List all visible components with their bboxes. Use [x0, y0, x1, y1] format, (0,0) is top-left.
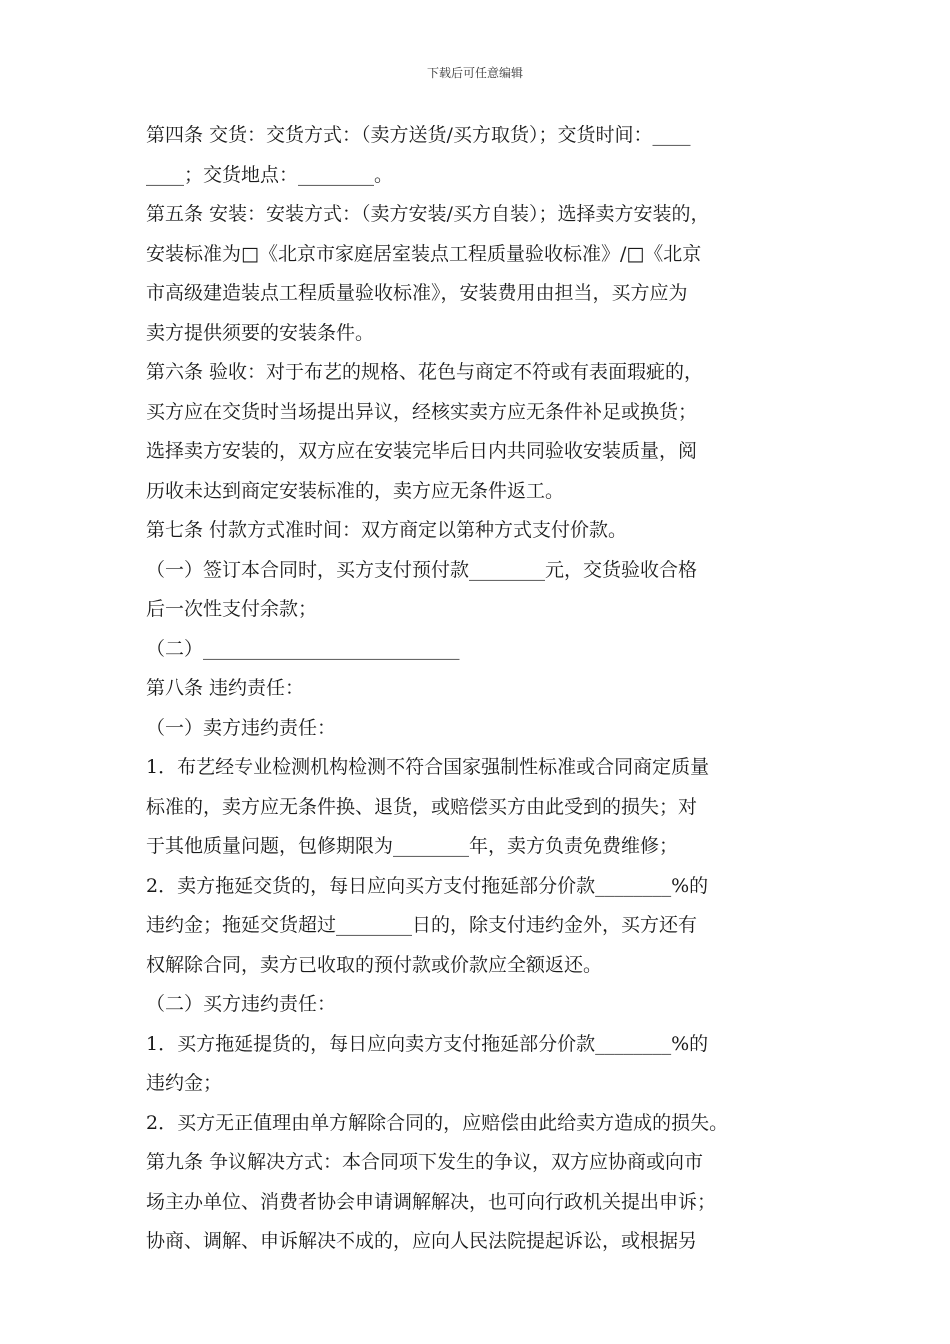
text-line: 卖方提供须要的安装条件。 [146, 321, 375, 344]
text-line: 第七条 付款方式准时间：双方商定以第种方式支付价款。 [146, 519, 628, 541]
text-line: 后一次性支付余款； [146, 598, 318, 620]
text-line: 第九条 争议解决方式：本合同项下发生的争议，双方应协商或向市 [146, 1151, 704, 1173]
text-line: 2．卖方拖延交货的，每日应向买方支付拖延部分价款________%的 [146, 874, 709, 897]
text-line: 历收未达到商定安装标准的，卖方应无条件返工。 [146, 479, 565, 502]
text-line: 第五条 安装：安装方式：（卖方安装/买方自装）；选择卖方安装的， [146, 203, 710, 225]
text-line: 第六条 验收：对于布艺的规格、花色与商定不符或有表面瑕疵的， [146, 361, 704, 383]
text-line: 2．买方无正值理由单方解除合同的，应赔偿由此给卖方造成的损失。 [146, 1111, 729, 1134]
text-line: 安装标准为□《北京市家庭居室装点工程质量验收标准》/□《北京 [146, 242, 702, 265]
page-header: 下载后可任意编辑 [426, 66, 523, 80]
text-line: 违约金； [146, 1072, 223, 1094]
text-line: ____；交货地点：________。 [146, 163, 394, 186]
text-line: 1．买方拖延提货的，每日应向卖方支付拖延部分价款________%的 [146, 1032, 709, 1055]
text-line: （二）___________________________ [146, 637, 460, 660]
text-line: 场主办单位、消费者协会申请调解解决，也可向行政机关提出申诉； [146, 1190, 717, 1213]
text-line: （二）买方违约责任： [146, 993, 337, 1015]
text-line: 市高级建造装点工程质量验收标准》，安装费用由担当，买方应为 [146, 282, 688, 304]
text-line: 第八条 违约责任： [146, 677, 305, 699]
text-line: 买方应在交货时当场提出异议，经核实卖方应无条件补足或换货； [146, 400, 698, 423]
text-line: （一）签订本合同时，买方支付预付款________元，交货验收合格 [146, 558, 698, 581]
text-line: （一）卖方违约责任： [146, 716, 337, 739]
text-line: 违约金；拖延交货超过________日的，除支付违约金外，买方还有 [146, 914, 698, 936]
text-line: 权解除合同，卖方已收取的预付款或价款应全额返还。 [146, 953, 603, 976]
text-line: 选择卖方安装的，双方应在安装完毕后日内共同验收安装质量，阅 [146, 440, 698, 462]
text-line: 于其他质量问题，包修期限为________年，卖方负责免费维修； [146, 835, 679, 857]
document-body [146, 116, 826, 1262]
text-line: 第四条 交货：交货方式：（卖方送货/买方取货）；交货时间：____ [146, 124, 691, 146]
text-line: 1．布艺经专业检测机构检测不符合国家强制性标准或合同商定质量 [146, 756, 710, 778]
text-line: 协商、调解、申诉解决不成的，应向人民法院提起诉讼，或根据另 [146, 1230, 698, 1252]
text-line: 标准的，卖方应无条件换、退货，或赔偿买方由此受到的损失；对 [146, 795, 698, 818]
